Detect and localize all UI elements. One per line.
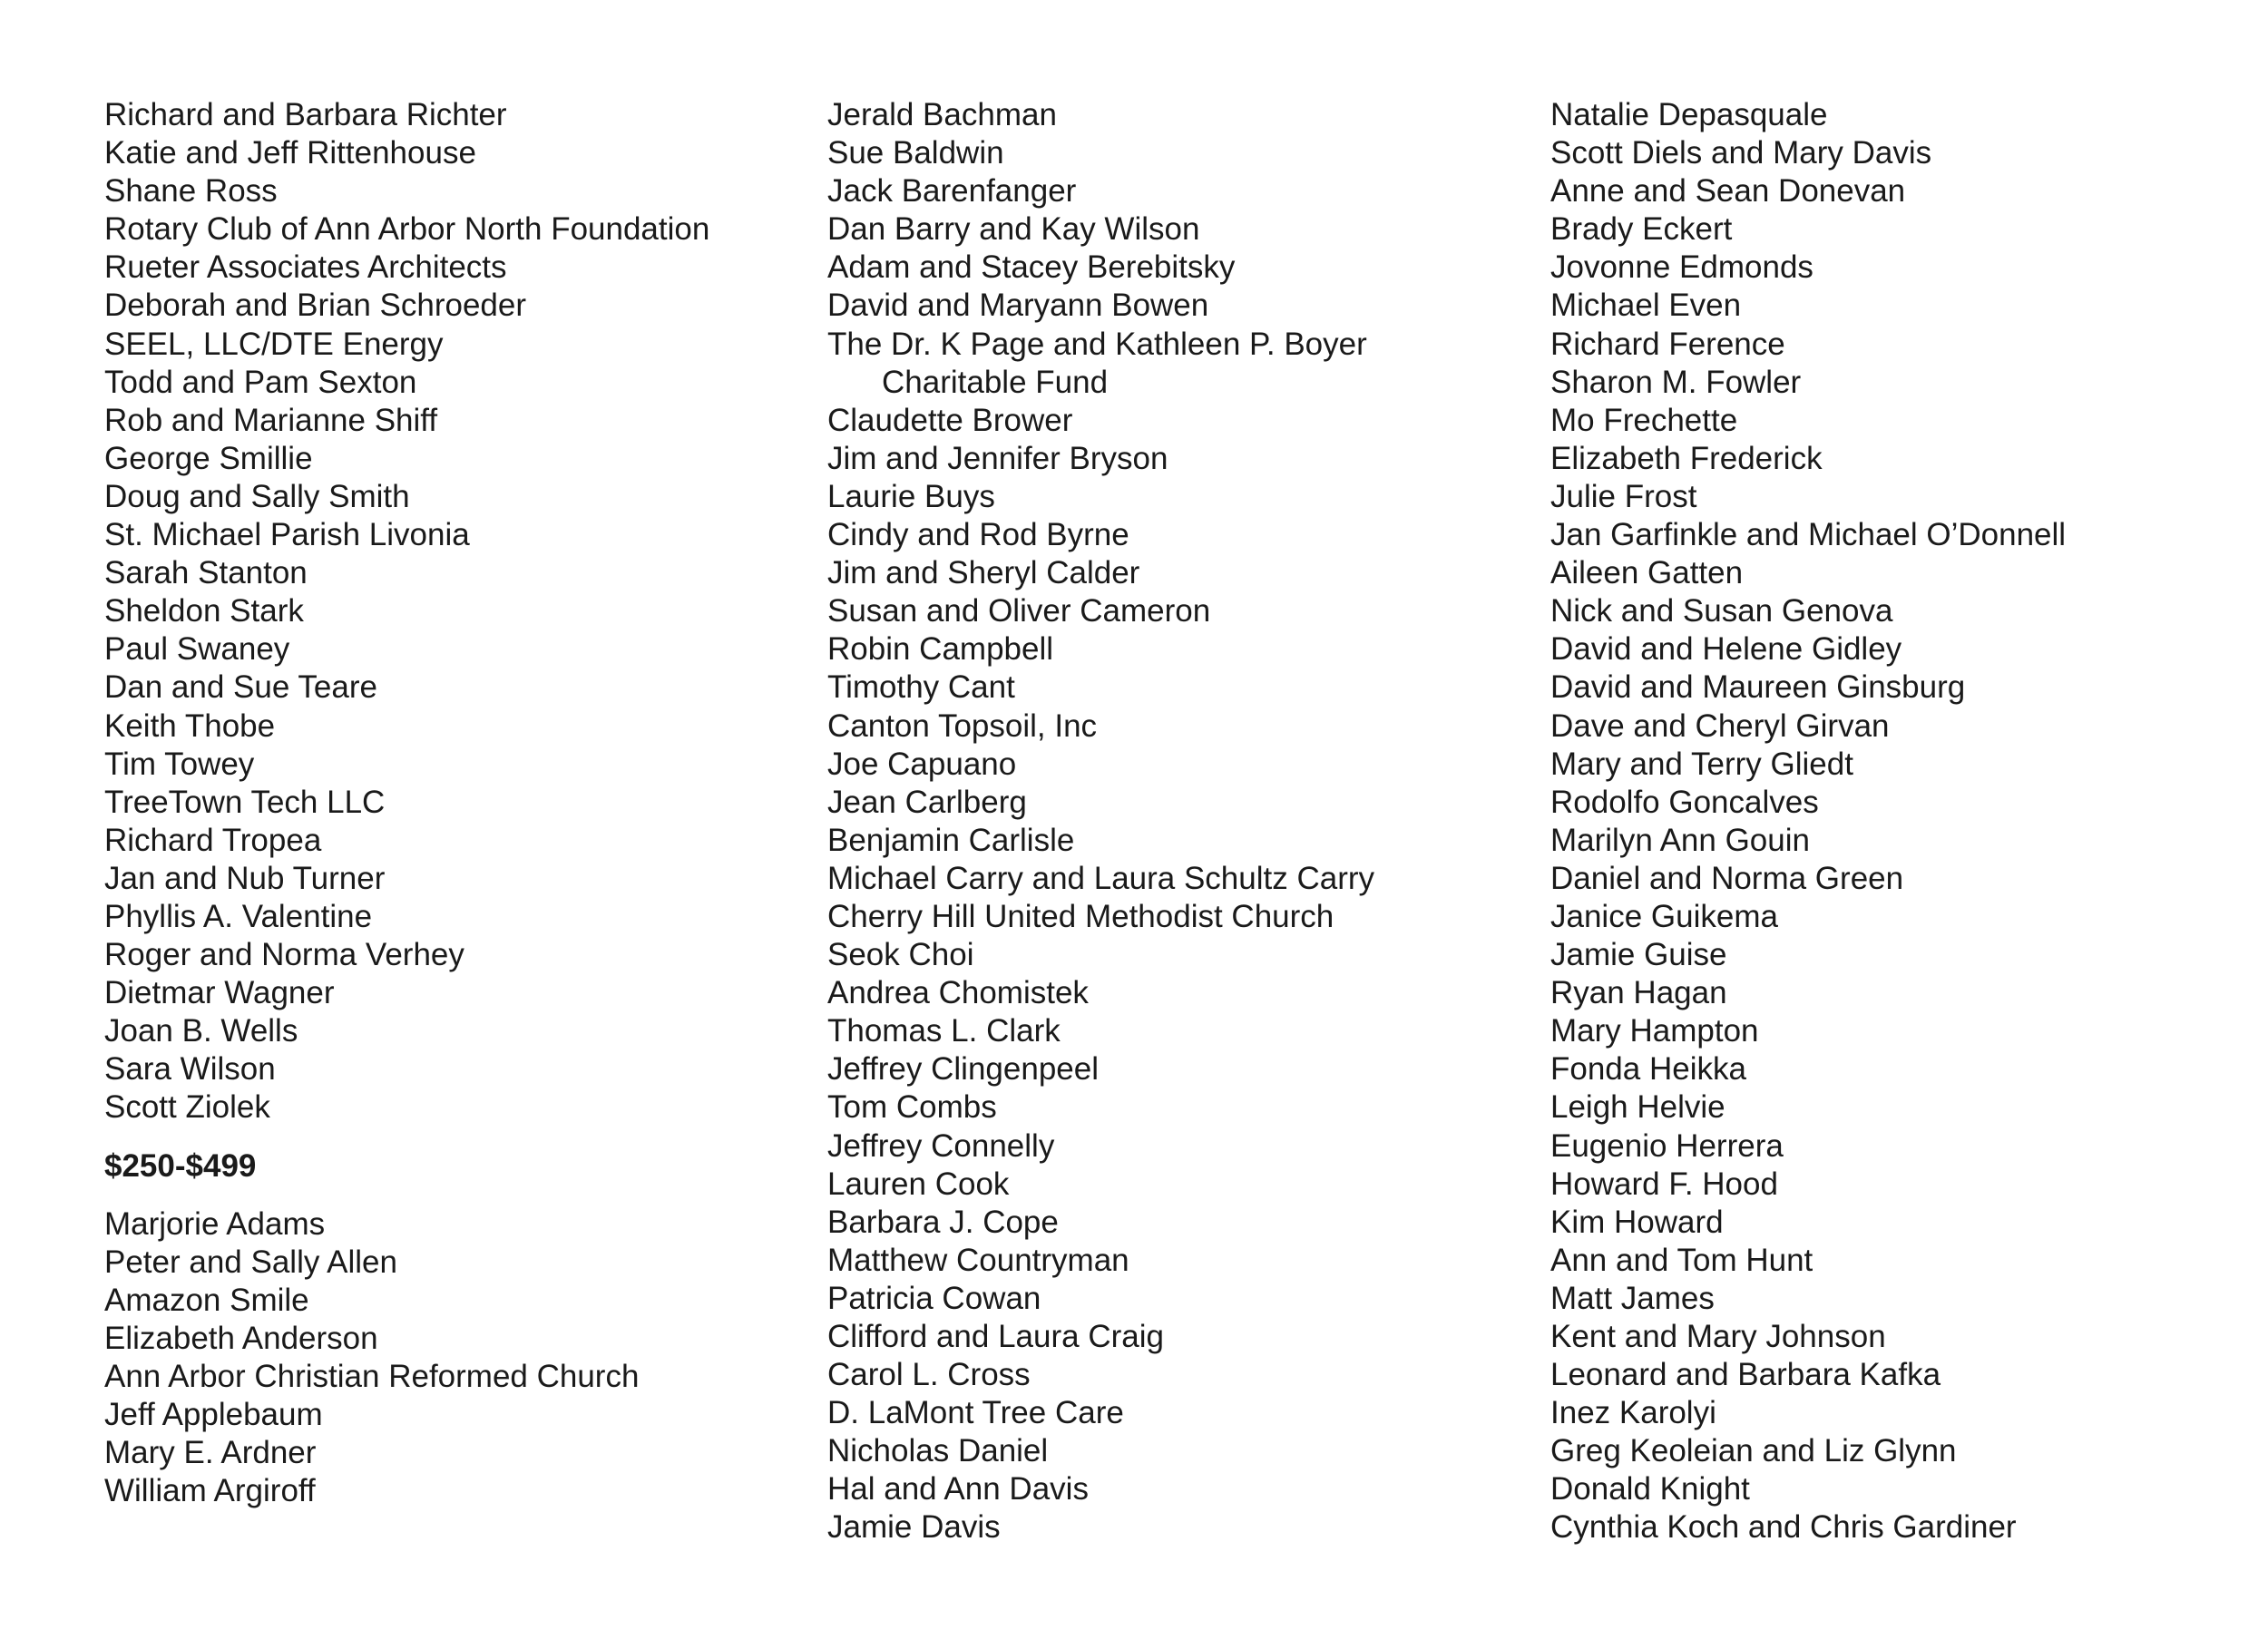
donor-name: Marjorie Adams xyxy=(104,1205,326,1242)
donor-name: Howard F. Hood xyxy=(1550,1166,1778,1202)
donor-name: TreeTown Tech LLC xyxy=(104,784,386,820)
donor-name: Nick and Susan Genova xyxy=(1550,593,1893,629)
donor-name: Jack Barenfanger xyxy=(827,173,1077,210)
donor-name: Tim Towey xyxy=(104,746,255,782)
donor-name: Mary Hampton xyxy=(1550,1013,1759,1049)
donor-name: Julie Frost xyxy=(1550,478,1697,514)
donor-name: Patricia Cowan xyxy=(827,1280,1041,1316)
donor-name: Jan and Nub Turner xyxy=(104,860,386,896)
donor-name: Jim and Sheryl Calder xyxy=(827,555,1140,591)
donor-name: Donald Knight xyxy=(1550,1471,1750,1508)
donor-name: Rotary Club of Ann Arbor North Foundation xyxy=(104,211,710,248)
donor-name: Michael Carry and Laura Schultz Carry xyxy=(827,860,1375,896)
donor-name: Phyllis A. Valentine xyxy=(104,898,373,934)
donor-name: Sara Wilson xyxy=(104,1051,276,1088)
donor-name: The Dr. K Page and Kathleen P. Boyer xyxy=(827,326,1367,362)
donor-name: Elizabeth Frederick xyxy=(1550,440,1823,476)
donor-name: Peter and Sally Allen xyxy=(104,1244,397,1280)
donor-name: Inez Karolyi xyxy=(1550,1395,1716,1431)
donor-name: Jamie Davis xyxy=(827,1509,1001,1546)
donor-name: Carol L. Cross xyxy=(827,1357,1031,1393)
donor-name: Hal and Ann Davis xyxy=(827,1471,1089,1508)
donor-name: David and Maryann Bowen xyxy=(827,288,1209,324)
donor-name: George Smillie xyxy=(104,440,313,476)
donor-name: Fonda Heikka xyxy=(1550,1051,1746,1088)
donor-name: Eugenio Herrera xyxy=(1550,1127,1784,1164)
donor-name: Katie and Jeff Rittenhouse xyxy=(104,135,476,171)
donor-name: Marilyn Ann Gouin xyxy=(1550,822,1810,858)
donor-name: Jean Carlberg xyxy=(827,784,1027,820)
donor-name: Jovonne Edmonds xyxy=(1550,249,1813,286)
donor-name: Jeff Applebaum xyxy=(104,1397,323,1432)
donor-name: Scott Ziolek xyxy=(104,1089,270,1126)
donor-name: Jerald Bachman xyxy=(827,97,1057,132)
donor-name: Kent and Mary Johnson xyxy=(1550,1319,1886,1354)
donor-name: Canton Topsoil, Inc xyxy=(827,707,1098,744)
donor-name: Jeffrey Clingenpeel xyxy=(827,1051,1099,1088)
donor-name: Shane Ross xyxy=(104,173,278,210)
donor-name: Richard Tropea xyxy=(104,822,322,858)
donor-name: Anne and Sean Donevan xyxy=(1550,173,1906,210)
donor-name: Joan B. Wells xyxy=(104,1013,298,1049)
donor-name: Natalie Depasquale xyxy=(1550,97,1828,132)
donor-name: Doug and Sally Smith xyxy=(104,478,410,514)
donor-name: Jim and Jennifer Bryson xyxy=(827,440,1168,476)
donor-name: Jeffrey Connelly xyxy=(827,1127,1055,1164)
donor-name: Leonard and Barbara Kafka xyxy=(1550,1357,1941,1393)
donor-name: Tom Combs xyxy=(827,1089,997,1126)
donor-name: Seok Choi xyxy=(827,937,974,973)
donor-name: Cherry Hill United Methodist Church xyxy=(827,898,1334,934)
donor-name: Keith Thobe xyxy=(104,707,276,744)
donor-name: Matthew Countryman xyxy=(827,1242,1129,1278)
donor-name: Todd and Pam Sexton xyxy=(104,364,417,400)
donor-name: Roger and Norma Verhey xyxy=(104,937,464,973)
donor-name: Clifford and Laura Craig xyxy=(827,1319,1164,1354)
donor-name: Jan Garfinkle and Michael O’Donnell xyxy=(1550,517,2067,553)
donor-name: Nicholas Daniel xyxy=(827,1433,1049,1469)
donor-name: Rodolfo Goncalves xyxy=(1550,784,1819,820)
donor-name: Matt James xyxy=(1550,1280,1715,1316)
donor-name: Ryan Hagan xyxy=(1550,975,1727,1011)
donor-name: Lauren Cook xyxy=(827,1166,1010,1202)
donor-column-3 xyxy=(1550,96,2240,1547)
donor-name: Amazon Smile xyxy=(104,1282,309,1318)
donor-name: Claudette Brower xyxy=(827,402,1073,438)
donor-name: Ann and Tom Hunt xyxy=(1550,1242,1813,1278)
donor-name: Thomas L. Clark xyxy=(827,1013,1061,1049)
donor-name: D. LaMont Tree Care xyxy=(827,1395,1124,1431)
donor-name: SEEL, LLC/DTE Energy xyxy=(104,326,444,362)
gift-level-heading: $250-$499 xyxy=(104,1147,257,1184)
donor-name: St. Michael Parish Livonia xyxy=(104,517,470,553)
donor-name: Cynthia Koch and Chris Gardiner xyxy=(1550,1509,2017,1546)
donor-name: Adam and Stacey Berebitsky xyxy=(827,249,1236,286)
donor-name: Dietmar Wagner xyxy=(104,975,335,1011)
donor-name: Rueter Associates Architects xyxy=(104,249,507,286)
donor-name: Dan Barry and Kay Wilson xyxy=(827,211,1200,248)
donor-name: William Argiroff xyxy=(104,1473,316,1509)
donor-name: Michael Even xyxy=(1550,288,1742,324)
donor-name: Dan and Sue Teare xyxy=(104,669,377,706)
donor-name: Deborah and Brian Schroeder xyxy=(104,288,527,324)
donor-name: Aileen Gatten xyxy=(1550,555,1744,591)
donor-name: Richard Ference xyxy=(1550,326,1785,362)
donor-name: Mary E. Ardner xyxy=(104,1435,317,1471)
donor-name: Cindy and Rod Byrne xyxy=(827,517,1129,553)
donor-name: Scott Diels and Mary Davis xyxy=(1550,135,1932,171)
donor-name: Dave and Cheryl Girvan xyxy=(1550,707,1890,744)
donor-name: Mary and Terry Gliedt xyxy=(1550,746,1853,782)
donor-name: Rob and Marianne Shiff xyxy=(104,402,438,438)
donor-name: Ann Arbor Christian Reformed Church xyxy=(104,1358,640,1394)
donor-name: Jamie Guise xyxy=(1550,937,1727,973)
donor-column-2 xyxy=(827,96,1517,1547)
donor-name: Janice Guikema xyxy=(1550,898,1778,934)
donor-name: Barbara J. Cope xyxy=(827,1204,1059,1240)
donor-name: Andrea Chomistek xyxy=(827,975,1089,1011)
donor-name: David and Helene Gidley xyxy=(1550,631,1902,668)
donor-name: Elizabeth Anderson xyxy=(104,1320,378,1356)
donor-name: David and Maureen Ginsburg xyxy=(1550,669,1966,706)
donor-name: Laurie Buys xyxy=(827,478,995,514)
donor-name: Sharon M. Fowler xyxy=(1550,364,1802,400)
donor-name: Brady Eckert xyxy=(1550,211,1733,248)
donor-name: Sue Baldwin xyxy=(827,135,1004,171)
donor-column-1 xyxy=(104,96,794,1510)
donor-name: Sheldon Stark xyxy=(104,593,304,629)
donor-name: Leigh Helvie xyxy=(1550,1089,1725,1126)
donor-name: Mo Frechette xyxy=(1550,402,1738,438)
donor-name: Richard and Barbara Richter xyxy=(104,97,507,132)
donor-name: Joe Capuano xyxy=(827,746,1017,782)
donor-name: Sarah Stanton xyxy=(104,555,308,591)
donor-name: Timothy Cant xyxy=(827,669,1015,706)
donor-name: Paul Swaney xyxy=(104,631,290,668)
donor-name-continuation: Charitable Fund xyxy=(882,364,1109,400)
donor-name: Robin Campbell xyxy=(827,631,1054,668)
donor-name: Greg Keoleian and Liz Glynn xyxy=(1550,1433,1957,1469)
donor-name: Kim Howard xyxy=(1550,1204,1724,1240)
donor-name: Susan and Oliver Cameron xyxy=(827,593,1211,629)
donor-name: Benjamin Carlisle xyxy=(827,822,1075,858)
donor-name: Daniel and Norma Green xyxy=(1550,860,1904,896)
